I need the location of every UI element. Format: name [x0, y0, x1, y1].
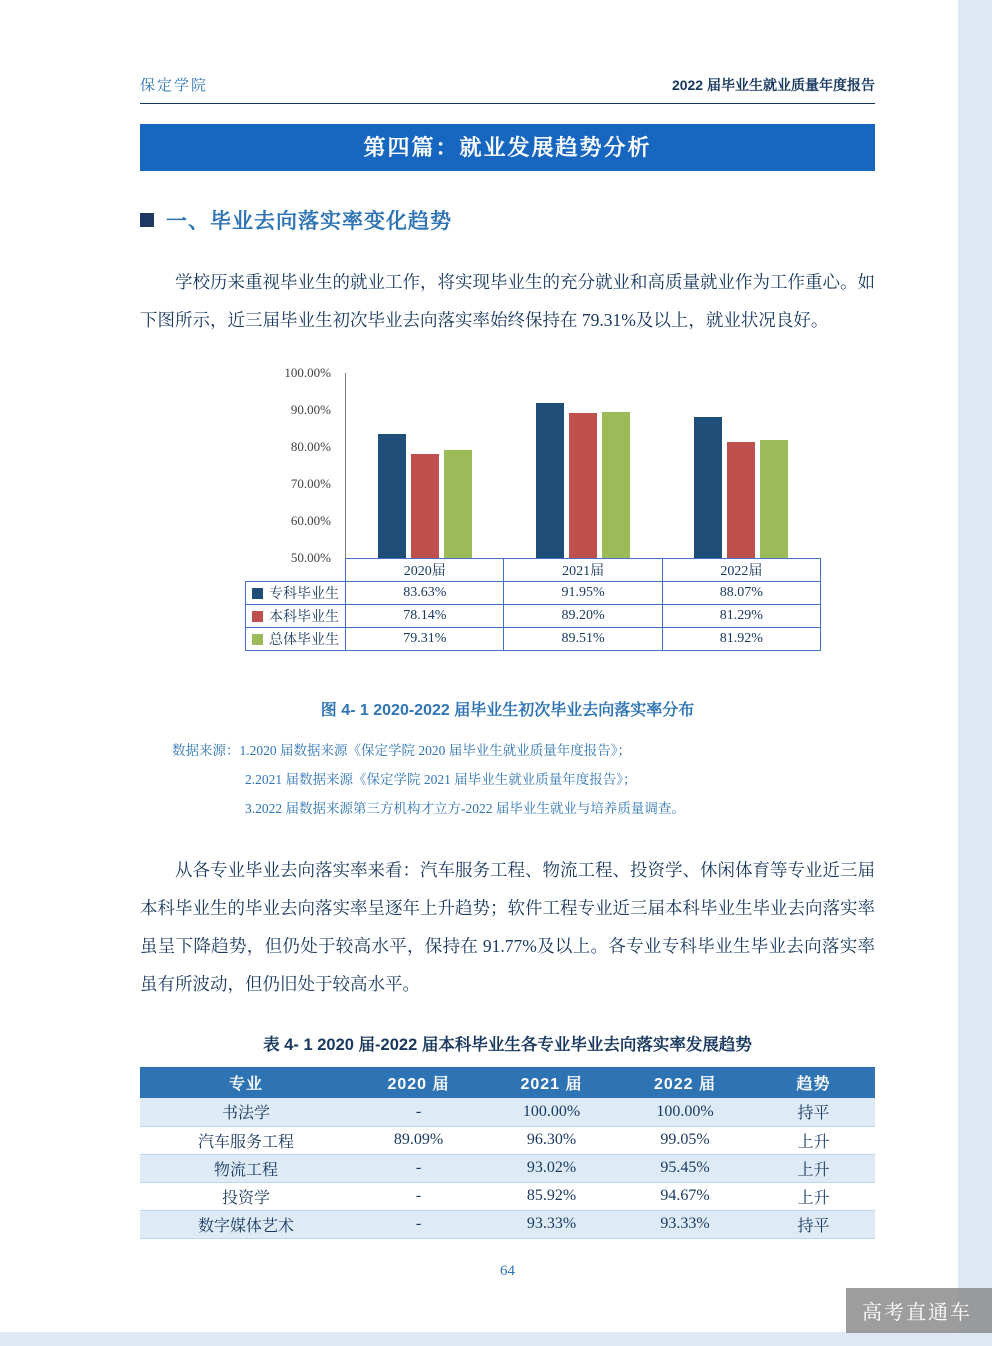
- bar-专科毕业生: [536, 403, 564, 558]
- table-cell: 汽车服务工程: [140, 1126, 352, 1154]
- table-row: [140, 1126, 875, 1154]
- table-cell: 93.02%: [485, 1154, 618, 1182]
- category-label: 2020届: [346, 559, 504, 582]
- legend-swatch-icon: [252, 611, 263, 622]
- value-cell: 79.31%: [346, 628, 504, 651]
- table-cell: 持平: [752, 1098, 875, 1126]
- y-tick-label: 50.00%: [290, 550, 331, 565]
- table-cell: 书法学: [140, 1098, 352, 1126]
- chart-legend-table-body: [246, 559, 821, 651]
- legend-row: [246, 628, 821, 651]
- y-tick-label: 100.00%: [284, 365, 331, 380]
- table-cell: 93.33%: [618, 1210, 752, 1238]
- series-label: 总体毕业生: [269, 633, 339, 648]
- value-cell: 89.51%: [504, 628, 662, 651]
- y-tick-label: 60.00%: [290, 513, 331, 528]
- value-cell: 91.95%: [504, 582, 662, 605]
- legend-row: [246, 582, 821, 605]
- series-name-cell: [246, 605, 346, 628]
- value-cell: 78.14%: [346, 605, 504, 628]
- section-title: 一、毕业去向落实率变化趋势: [166, 210, 452, 233]
- y-tick-label: 70.00%: [290, 476, 331, 491]
- chart-y-axis: [245, 365, 345, 565]
- value-cell: 88.07%: [662, 582, 820, 605]
- series-name-cell: [246, 582, 346, 605]
- table-row: [140, 1182, 875, 1210]
- table-cell: 85.92%: [485, 1182, 618, 1210]
- category-label: 2021届: [504, 559, 662, 582]
- chart-legend-table: [245, 558, 821, 651]
- bar-group-2022届: [662, 373, 820, 558]
- series-label: 专科毕业生: [269, 587, 339, 602]
- value-cell: 81.92%: [662, 628, 820, 651]
- table-cell: -: [352, 1182, 485, 1210]
- table-cell: 100.00%: [618, 1098, 752, 1126]
- bar-group-2021届: [504, 373, 662, 558]
- chart-plot-area: [245, 365, 821, 565]
- table-cell: 89.09%: [352, 1126, 485, 1154]
- bar-总体毕业生: [444, 450, 472, 558]
- page-content: [140, 0, 875, 1280]
- bar-总体毕业生: [760, 440, 788, 558]
- table-cell: 93.33%: [485, 1210, 618, 1238]
- watermark-badge: 高考直通车: [846, 1288, 992, 1333]
- table-cell: 94.67%: [618, 1182, 752, 1210]
- trend-table-body: [140, 1098, 875, 1238]
- table-cell: 物流工程: [140, 1154, 352, 1182]
- column-header: 趋势: [752, 1067, 875, 1098]
- value-cell: 83.63%: [346, 582, 504, 605]
- value-cell: 81.29%: [662, 605, 820, 628]
- table-cell: 投资学: [140, 1182, 352, 1210]
- table-cell: 99.05%: [618, 1126, 752, 1154]
- table-cell: 数字媒体艺术: [140, 1210, 352, 1238]
- series-name-cell: [246, 628, 346, 651]
- bar-专科毕业生: [694, 417, 722, 558]
- trend-table-header-row: [140, 1067, 875, 1098]
- figure-chart: [245, 365, 821, 651]
- table-caption: 表 4- 1 2020 届-2022 届本科毕业生各专业毕业去向落实率发展趋势: [263, 1036, 752, 1054]
- data-source-block: [140, 736, 875, 823]
- legend-header-row: [246, 559, 821, 582]
- series-label: 本科毕业生: [269, 610, 339, 625]
- data-source-line-1: 数据来源：1.2020 届数据来源《保定学院 2020 届毕业生就业质量年度报告》；: [172, 743, 631, 758]
- bar-总体毕业生: [602, 412, 630, 558]
- data-source-line-3: 3.2022 届数据来源第三方机构才立方-2022 届毕业生就业与培养质量调查。: [245, 801, 685, 816]
- table-cell: 96.30%: [485, 1126, 618, 1154]
- table-cell: 上升: [752, 1126, 875, 1154]
- table-row: [140, 1154, 875, 1182]
- table-row: [140, 1210, 875, 1238]
- section-bullet-square-icon: [140, 213, 154, 227]
- bar-专科毕业生: [378, 434, 406, 558]
- y-tick-label: 80.00%: [290, 439, 331, 454]
- table-cell: 100.00%: [485, 1098, 618, 1126]
- table-cell: -: [352, 1210, 485, 1238]
- paragraph-1: 学校历来重视毕业生的就业工作，将实现毕业生的充分就业和高质量就业作为工作重心。如下图所示，近三届毕业生初次毕业去向落实率始终保持在 79.31%及以上，就业状况良好。: [140, 272, 875, 330]
- column-header: 2021 届: [485, 1067, 618, 1098]
- data-source-line-2: 2.2021 届数据来源《保定学院 2021 届毕业生就业质量年度报告》；: [245, 772, 637, 787]
- table-cell: 95.45%: [618, 1154, 752, 1182]
- chapter-banner: 第四篇：就业发展趋势分析: [140, 124, 875, 171]
- bar-group-2020届: [346, 373, 504, 558]
- table-cell: -: [352, 1098, 485, 1126]
- table-cell: -: [352, 1154, 485, 1182]
- value-cell: 89.20%: [504, 605, 662, 628]
- chart-plot: [345, 373, 820, 558]
- bar-本科毕业生: [727, 442, 755, 558]
- column-header: 2022 届: [618, 1067, 752, 1098]
- page-number: 64: [500, 1262, 515, 1279]
- legend-swatch-icon: [252, 588, 263, 599]
- y-tick-label: 90.00%: [290, 402, 331, 417]
- bar-本科毕业生: [569, 413, 597, 558]
- section-heading: [140, 205, 875, 235]
- figure-caption: 图 4- 1 2020-2022 届毕业生初次毕业去向落实率分布: [320, 702, 695, 719]
- table-row: [140, 1098, 875, 1126]
- column-header: 2020 届: [352, 1067, 485, 1098]
- table-cell: 持平: [752, 1210, 875, 1238]
- header-school-name: 保定学院: [140, 78, 209, 94]
- paragraph-2: 从各专业毕业去向落实率来看：汽车服务工程、物流工程、投资学、休闲体育等专业近三届本科毕业生的毕业去向落实率呈逐年上升趋势；软件工程专业近三届本科毕业生毕业去向落实率虽呈下降趋势，但仍处于较高水平，保持在 91.77%及以上。各专业专科毕业生毕业去向落实率虽有所波动，但仍旧处于较高水平。: [140, 860, 875, 994]
- column-header: 专业: [140, 1067, 352, 1098]
- trend-table: [140, 1067, 875, 1239]
- legend-swatch-icon: [252, 634, 263, 645]
- category-label: 2022届: [662, 559, 820, 582]
- table-cell: 上升: [752, 1154, 875, 1182]
- page-header: [140, 0, 875, 104]
- bar-本科毕业生: [411, 454, 439, 558]
- legend-row: [246, 605, 821, 628]
- table-cell: 上升: [752, 1182, 875, 1210]
- header-report-title: 2022 届毕业生就业质量年度报告: [671, 77, 875, 93]
